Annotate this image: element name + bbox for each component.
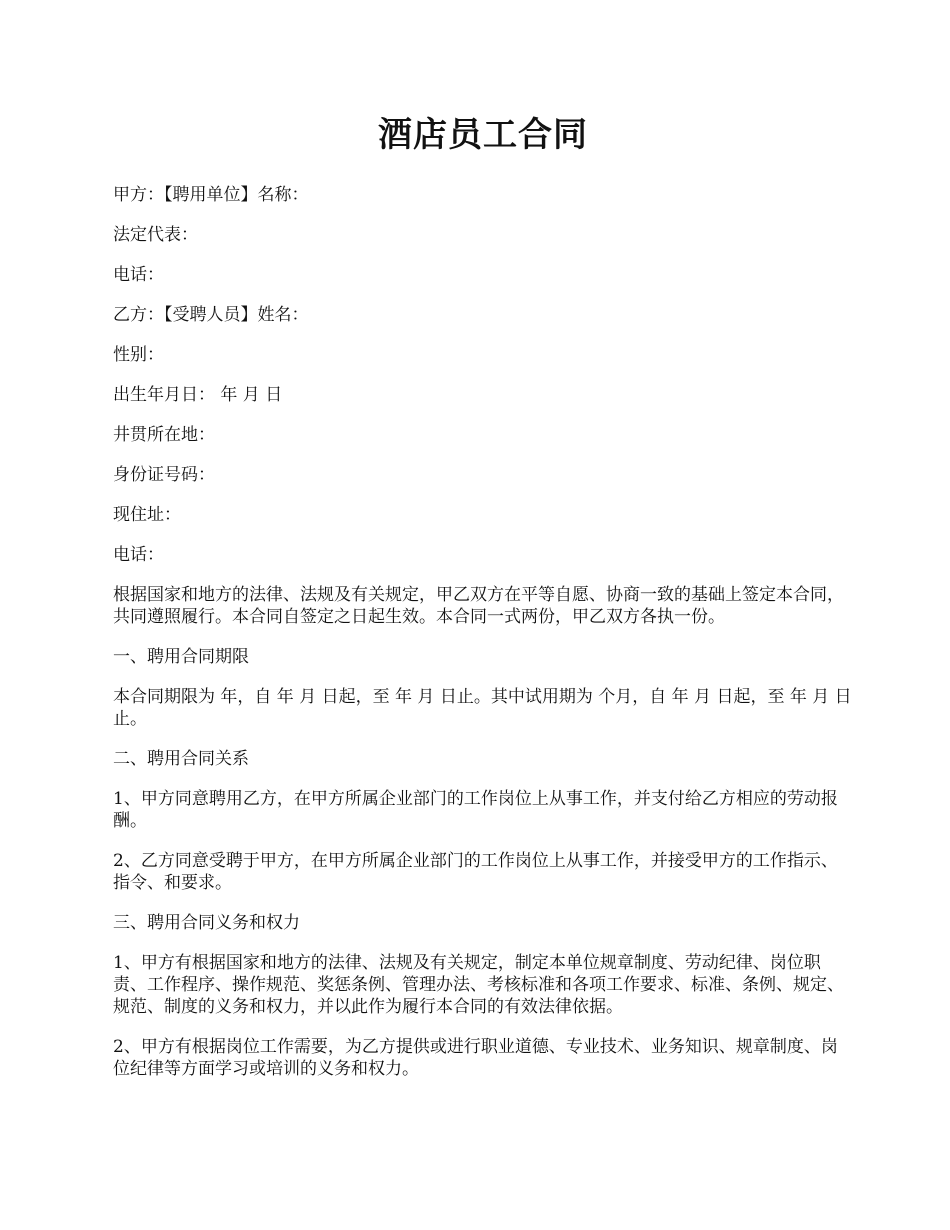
term-paragraph: 本合同期限为 年，自 年 月 日起，至 年 月 日止。其中试用期为 个月，自 年 月 日起，至 年 月 日止。 bbox=[113, 687, 852, 729]
native-place-field: 井贯所在地： bbox=[113, 425, 215, 445]
party-a-phone-field: 电话： bbox=[113, 265, 164, 285]
preamble-paragraph: 根据国家和地方的法律、法规及有关规定，甲乙双方在平等自愿、协商一致的基础上签定本合同，共同遵照履行。本合同自签定之日起生效。本合同一式两份，甲乙双方各执一份。 bbox=[113, 585, 844, 627]
section-heading-obligations: 三、聘用合同义务和权力 bbox=[113, 913, 300, 933]
address-field: 现住址： bbox=[113, 505, 181, 525]
obligations-clause-2: 2、甲方有根据岗位工作需要，为乙方提供或进行职业道德、专业技术、业务知识、规章制度、岗位纪律等方面学习或培训的义务和权力。 bbox=[113, 1037, 838, 1079]
legal-representative-field: 法定代表： bbox=[113, 225, 198, 245]
gender-field: 性别： bbox=[113, 345, 164, 365]
relationship-clause-2: 2、乙方同意受聘于甲方，在甲方所属企业部门的工作岗位上从事工作，并接受甲方的工作指示、指令、和要求。 bbox=[113, 851, 838, 893]
section-heading-relationship: 二、聘用合同关系 bbox=[113, 749, 249, 769]
birth-date-field: 出生年月日： 年 月 日 bbox=[113, 385, 283, 405]
obligations-clause-1: 1、甲方有根据国家和地方的法律、法规及有关规定，制定本单位规章制度、劳动纪律、岗位职责、工作程序、操作规范、奖惩条例、管理办法、考核标准和各项工作要求、标准、条例、规定、规范、制度的义务和权力，并以此作为履行本合同的有效法律依据。 bbox=[113, 953, 844, 1017]
document-title: 酒店员工合同 bbox=[378, 115, 588, 155]
party-a-name-field: 甲方：【聘用单位】名称： bbox=[113, 185, 309, 205]
party-b-name-field: 乙方：【受聘人员】姓名： bbox=[113, 305, 309, 325]
document-page bbox=[113, 110, 853, 1098]
section-heading-term: 一、聘用合同期限 bbox=[113, 647, 249, 667]
id-number-field: 身份证号码： bbox=[113, 465, 215, 485]
party-b-phone-field: 电话： bbox=[113, 545, 164, 565]
relationship-clause-1: 1、甲方同意聘用乙方，在甲方所属企业部门的工作岗位上从事工作，并支付给乙方相应的劳动报酬。 bbox=[113, 789, 838, 831]
